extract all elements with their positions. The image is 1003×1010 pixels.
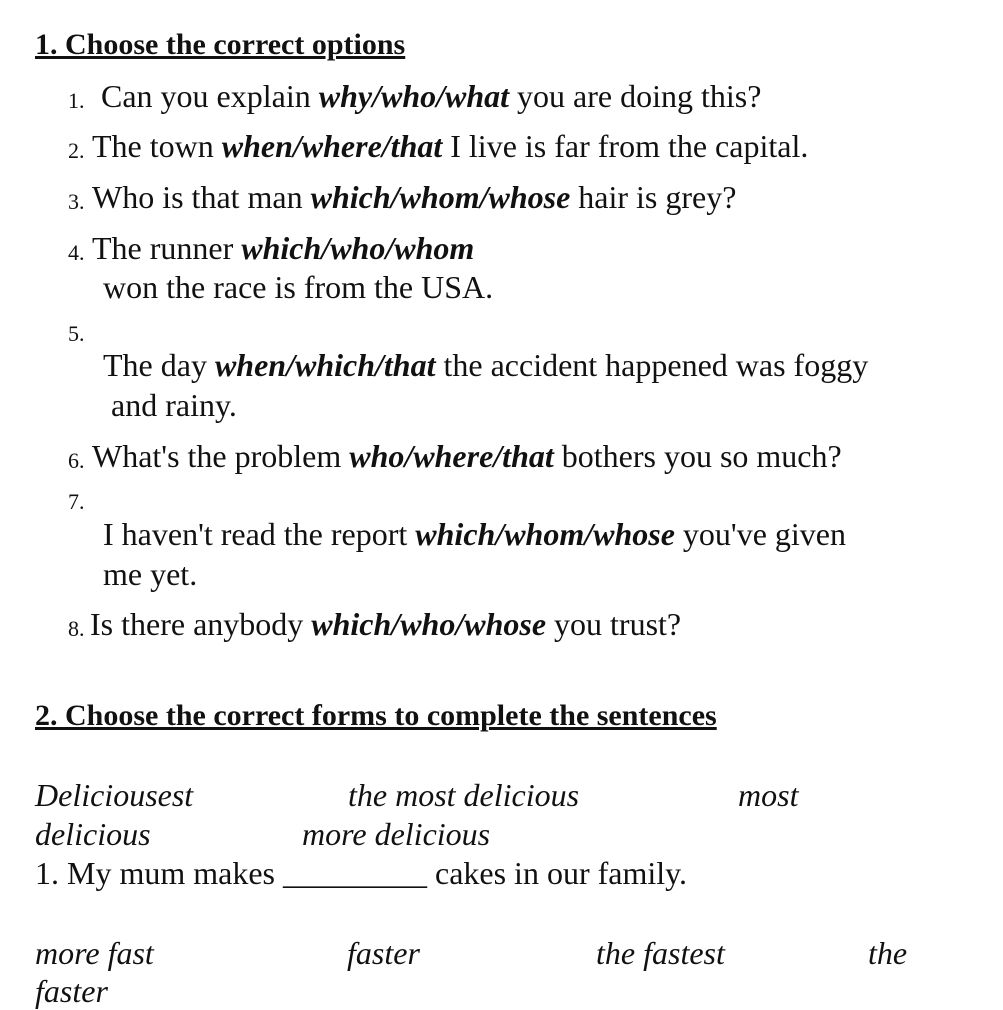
item-text — [90, 605, 681, 643]
item-text — [92, 178, 736, 216]
item-continuation: me yet. — [103, 556, 198, 592]
item-post: the accident happened was foggy — [435, 347, 869, 383]
item-pre: What's the problem — [92, 438, 350, 474]
item-text — [92, 437, 842, 475]
item-post: you've given — [674, 516, 846, 552]
item-text — [92, 229, 474, 267]
item-pre: Who is that man — [92, 179, 311, 215]
item-text — [101, 77, 761, 115]
item-pre: The runner — [92, 230, 242, 266]
item-options: which/whom/whose — [310, 179, 571, 215]
option-word: more delicious — [302, 816, 491, 852]
option-word: the fastest — [596, 935, 725, 971]
option-word: faster — [35, 973, 108, 1009]
item-pre: Is there anybody — [90, 606, 312, 642]
item-pre: The day — [103, 347, 215, 383]
item-text — [92, 127, 808, 165]
item-post: you trust? — [546, 606, 682, 642]
option-word: the most delicious — [348, 777, 580, 813]
item-number: 6. — [68, 448, 85, 473]
section1-heading: 1. Choose the correct options — [35, 28, 406, 61]
item-continuation: won the race is from the USA. — [103, 269, 494, 305]
item-post: you are doing this? — [509, 78, 762, 114]
option-word: delicious — [35, 816, 151, 852]
item-text — [103, 346, 868, 384]
item-options: why/who/what — [318, 78, 510, 114]
section2-heading: 2. Choose the correct forms to complete the sentences — [35, 699, 717, 732]
item-options: which/who/whom — [241, 230, 475, 266]
option-word: the — [868, 935, 908, 971]
item-number: 8. — [68, 616, 85, 641]
item-number: 7. — [68, 489, 85, 514]
item-number: 2. — [68, 138, 85, 163]
item-continuation: and rainy. — [111, 387, 237, 423]
item-options: which/who/whose — [311, 606, 547, 642]
item-options: when/which/that — [214, 347, 436, 383]
item-pre: The town — [92, 128, 222, 164]
item-options: who/where/that — [349, 438, 554, 474]
item-number: 1. — [68, 88, 85, 113]
item-number: 4. — [68, 240, 85, 265]
item-pre: Can you explain — [101, 78, 319, 114]
item-number: 5. — [68, 321, 85, 346]
item-number: 3. — [68, 189, 85, 214]
item-text — [103, 515, 846, 553]
item-options: which/whom/whose — [415, 516, 675, 552]
item-post: hair is grey? — [570, 179, 737, 215]
item-pre: I haven't read the report — [103, 516, 416, 552]
item-post: bothers you so much? — [553, 438, 842, 474]
gap-sentence: 1. My mum makes _________ cakes in our family. — [35, 855, 688, 891]
option-word: faster — [347, 935, 420, 971]
option-word: Deliciousest — [35, 777, 194, 813]
item-post: I live is far from the capital. — [442, 128, 809, 164]
option-word: more fast — [35, 935, 154, 971]
item-options: when/where/that — [221, 128, 443, 164]
option-word: most — [738, 777, 799, 813]
